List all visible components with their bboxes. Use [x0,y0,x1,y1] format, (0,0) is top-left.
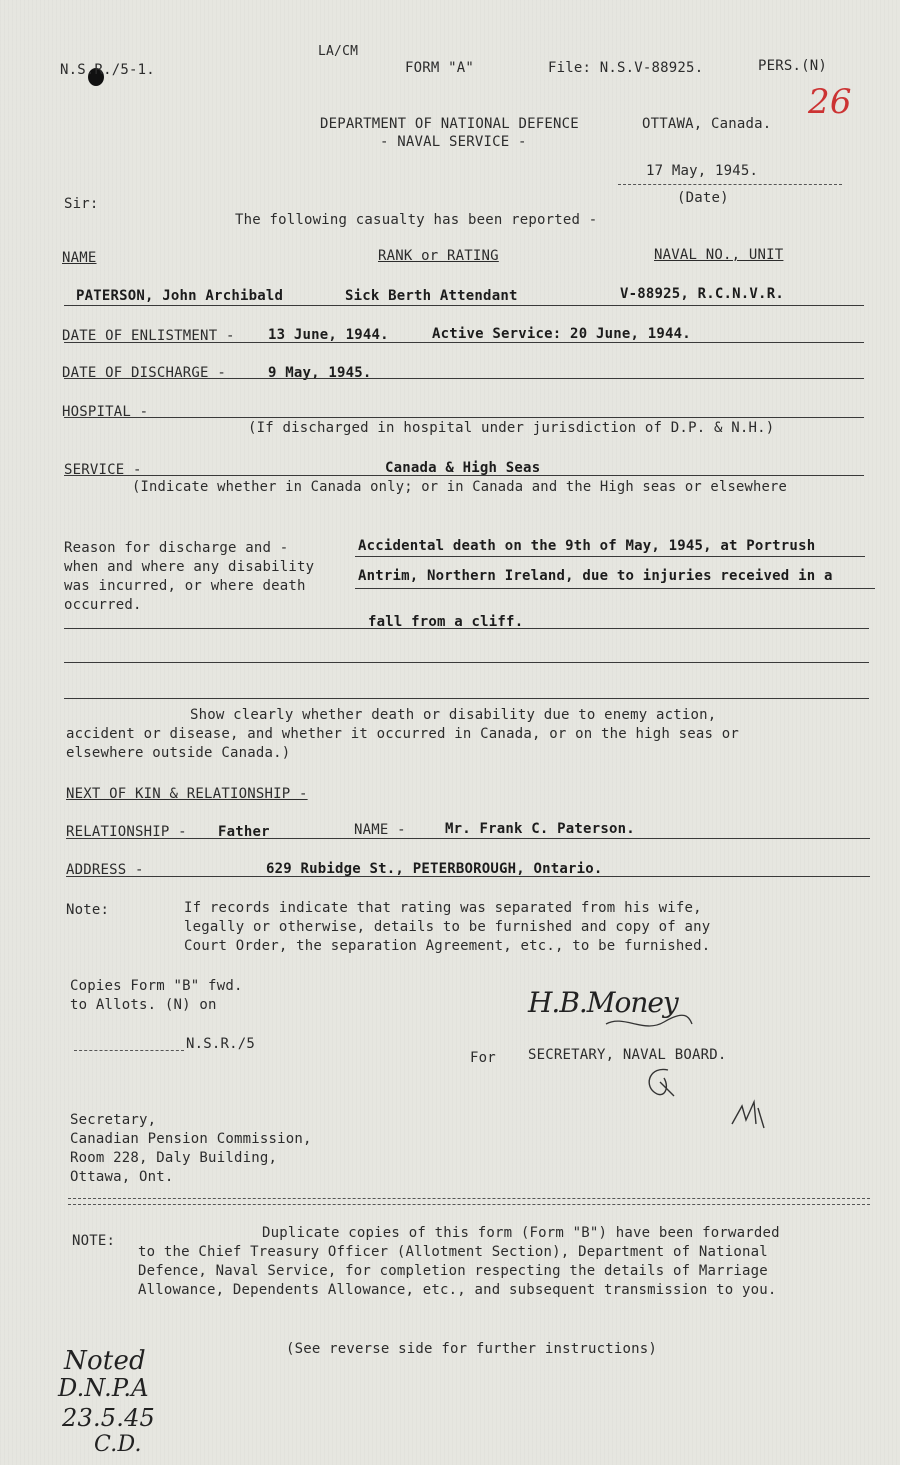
kin-name-label: NAME - [354,822,406,838]
for-label: For [470,1050,496,1066]
reference-number: N.S.R./5-1. [60,62,155,78]
rank-column-label: RANK or RATING [378,248,499,264]
handwritten-scribble-mark [728,1094,768,1134]
addressee-line-2: Canadian Pension Commission, [70,1131,312,1147]
file-number: File: N.S.V-88925. [548,60,704,76]
active-service-date: Active Service: 20 June, 1944. [432,326,691,342]
salutation: Sir: [64,196,99,212]
address-value: 629 Rubidge St., PETERBOROUGH, Ontario. [266,861,603,877]
reason-label-2: when and where any disability [64,559,315,575]
person-name: PATERSON, John Archibald [76,288,284,304]
name-column-label: NAME [62,250,97,266]
addressee-line-4: Ottawa, Ont. [70,1169,174,1185]
address-label: ADDRESS - [66,862,144,878]
signature-flourish [604,1010,694,1034]
date-value: 17 May, 1945. [646,163,759,179]
reason-note-1: Show clearly whether death or disability due to enemy action, [190,707,717,723]
service-note: (Indicate whether in Canada only; or in Canada and the High seas or elsewhere [132,479,787,495]
enlistment-label: DATE OF ENLISTMENT - [62,328,235,344]
note-line-1: If records indicate that rating was separated from his wife, [184,900,702,916]
note2-line-3: Defence, Naval Service, for completion respecting the details of Marriage [138,1263,768,1279]
signature-title: SECRETARY, NAVAL BOARD. [528,1047,727,1063]
addressee-line-3: Room 228, Daly Building, [70,1150,278,1166]
handwritten-page-number: 26 [808,82,852,122]
copies-line-2: to Allots. (N) on [70,997,217,1013]
relationship-label: RELATIONSHIP - [66,824,187,840]
hospital-label: HOSPITAL - [62,404,149,420]
discharge-label: DATE OF DISCHARGE - [62,365,226,381]
pers-label: PERS.(N) [758,58,828,74]
relationship-value: Father [218,824,270,840]
unit-column-label: NAVAL NO., UNIT [654,247,784,263]
service-label: SERVICE - [64,462,142,478]
note2-label: NOTE: [72,1233,116,1249]
handwritten-noted: Noted [64,1346,146,1376]
note2-line-2: to the Chief Treasury Officer (Allotment Section), Department of National [138,1244,768,1260]
kin-name-value: Mr. Frank C. Paterson. [445,821,635,837]
reason-label-4: occurred. [64,597,142,613]
handwritten-initials-mark [640,1062,680,1102]
service-title: - NAVAL SERVICE - [380,134,527,150]
addressee-line-1: Secretary, [70,1112,157,1128]
copies-ref: N.S.R./5 [186,1036,256,1052]
hospital-note: (If discharged in hospital under jurisdiction of D.P. & N.H.) [248,420,775,436]
copies-line-1: Copies Form "B" fwd. [70,978,243,994]
intro-text: The following casualty has been reported - [235,212,598,228]
date-line [618,184,842,185]
reason-label-3: was incurred, or where death [64,578,306,594]
signature: H.B.Money [528,986,678,1019]
form-label: FORM "A" [405,60,475,76]
date-label: (Date) [677,190,729,206]
person-rank: Sick Berth Attendant [345,288,518,304]
note2-line-1: Duplicate copies of this form (Form "B") have been forwarded [262,1225,780,1241]
city: OTTAWA, Canada. [642,116,772,132]
reason-note-3: elsewhere outside Canada.) [66,745,291,761]
person-unit: V-88925, R.C.N.V.R. [620,286,784,302]
note-line-3: Court Order, the separation Agreement, etc., to be furnished. [184,938,711,954]
reason-value-2: Antrim, Northern Ireland, due to injuries received in a [358,568,833,584]
handwritten-dnpa: D.N.P.A [58,1374,149,1402]
reason-note-2: accident or disease, and whether it occurred in Canada, or on the high seas or [66,726,740,742]
enlistment-date: 13 June, 1944. [268,327,389,343]
next-of-kin-label: NEXT OF KIN & RELATIONSHIP - [66,786,308,802]
note-line-2: legally or otherwise, details to be furnished and copy of any [184,919,711,935]
reason-label-1: Reason for discharge and - [64,540,289,556]
note-label: Note: [66,902,110,918]
department-title: DEPARTMENT OF NATIONAL DEFENCE [320,116,579,132]
note2-line-4: Allowance, Dependents Allowance, etc., and subsequent transmission to you. [138,1282,777,1298]
discharge-date: 9 May, 1945. [268,365,372,381]
service-value: Canada & High Seas [385,460,541,476]
typist-initials: LA/CM [318,44,359,59]
reverse-instructions: (See reverse side for further instructions) [286,1341,658,1357]
handwritten-cd: C.D. [94,1432,142,1457]
handwritten-date: 23.5.45 [62,1404,156,1432]
reason-value-3: fall from a cliff. [368,614,524,630]
reason-value-1: Accidental death on the 9th of May, 1945, at Portrush [358,538,816,554]
